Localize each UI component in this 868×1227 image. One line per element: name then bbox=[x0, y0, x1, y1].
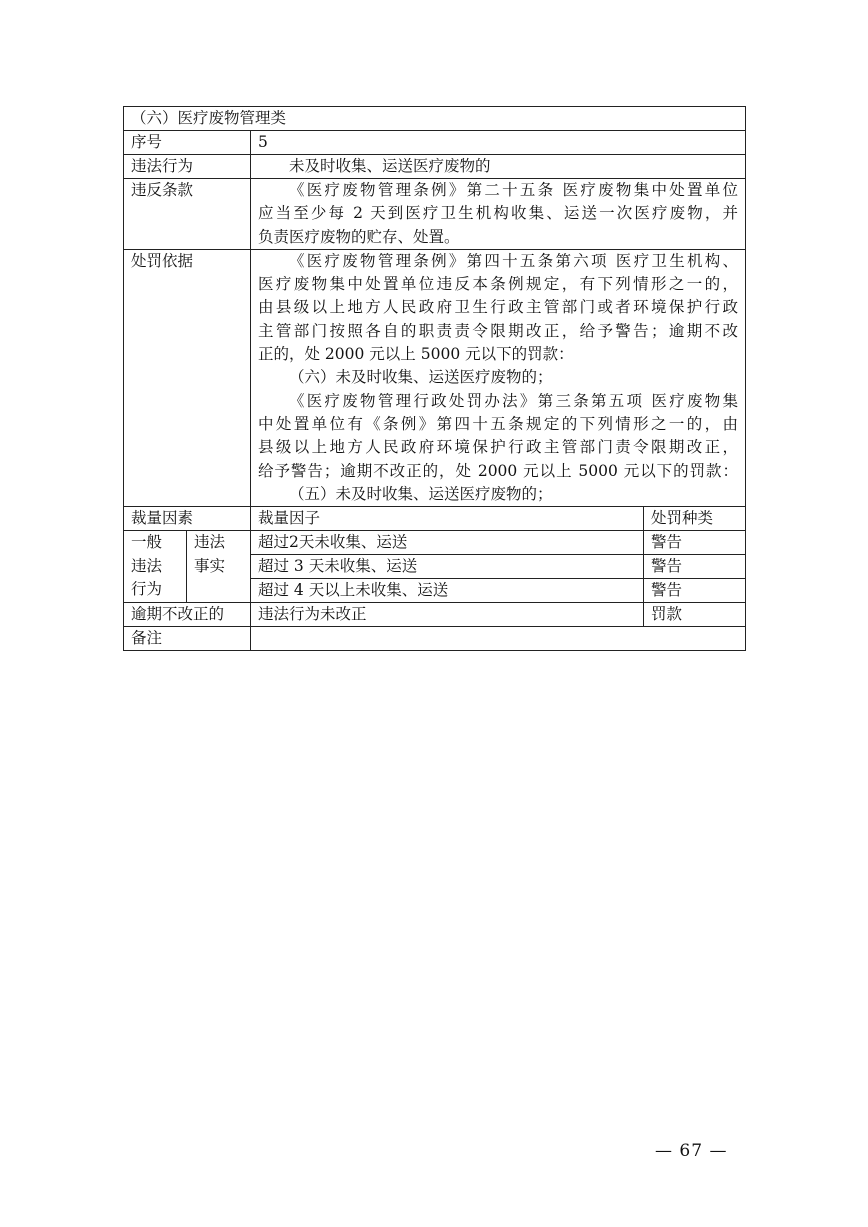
subfactor-header: 裁量因子 bbox=[251, 507, 644, 531]
serial-row bbox=[124, 131, 746, 155]
section-title: （六）医疗废物管理类 bbox=[124, 107, 746, 131]
basis-line: 《医疗废物管理条例》第四十五条第六项 医疗卫生机构、 bbox=[289, 251, 739, 270]
violation-fact-label bbox=[187, 531, 251, 603]
discretion-penalty: 警告 bbox=[644, 579, 746, 603]
label-line: 行为 bbox=[131, 580, 163, 599]
label-line: 违法 bbox=[194, 533, 226, 552]
basis-line: 由县级以上地方人民政府卫生行政主管部门或者环境保护行政 bbox=[258, 298, 739, 317]
basis-label: 处罚依据 bbox=[124, 249, 251, 506]
basis-line: 县级以上地方人民政府环境保护行政主管部门责令限期改正， bbox=[258, 438, 739, 457]
discretion-factor: 超过2天未收集、运送 bbox=[251, 531, 644, 555]
discretion-penalty: 警告 bbox=[644, 531, 746, 555]
provision-line: 负责医疗废物的贮存、处置。 bbox=[258, 227, 460, 246]
remark-label: 备注 bbox=[124, 627, 251, 651]
basis-text bbox=[251, 249, 746, 506]
label-line: 一般 bbox=[131, 533, 163, 552]
overdue-penalty: 罚款 bbox=[644, 603, 746, 627]
remark-row bbox=[124, 627, 746, 651]
violation-row bbox=[124, 155, 746, 179]
basis-line: 医疗废物集中处置单位违反本条例规定，有下列情形之一的， bbox=[258, 275, 739, 294]
general-violation-label bbox=[124, 531, 187, 603]
overdue-factor: 违法行为未改正 bbox=[251, 603, 644, 627]
violation-label: 违法行为 bbox=[124, 155, 251, 179]
violation-value: 未及时收集、运送医疗废物的 bbox=[289, 157, 491, 175]
basis-row bbox=[124, 249, 746, 506]
provision-label: 违反条款 bbox=[124, 179, 251, 250]
provision-line: 《医疗废物管理条例》第二十五条 医疗废物集中处置单位 bbox=[289, 181, 739, 199]
serial-value: 5 bbox=[251, 131, 746, 155]
discretion-header-row bbox=[124, 507, 746, 531]
basis-line: 主管部门按照各自的职责责令限期改正，给予警告；逾期不改 bbox=[258, 321, 739, 340]
remark-value bbox=[251, 627, 746, 651]
label-line: 事实 bbox=[194, 556, 226, 575]
serial-label: 序号 bbox=[124, 131, 251, 155]
basis-line: 给予警告；逾期不改正的，处 2000 元以上 5000 元以下的罚款： bbox=[258, 461, 739, 480]
discretion-factor: 超过 4 天以上未收集、运送 bbox=[251, 579, 644, 603]
discretion-penalty: 警告 bbox=[644, 555, 746, 579]
factor-header: 裁量因素 bbox=[124, 507, 251, 531]
provision-row bbox=[124, 179, 746, 250]
overdue-row bbox=[124, 603, 746, 627]
provision-line: 应当至少每 2 天到医疗卫生机构收集、运送一次医疗废物，并 bbox=[258, 204, 739, 223]
basis-line: 中处置单位有《条例》第四十五条规定的下列情形之一的，由 bbox=[258, 414, 739, 433]
basis-line: （五）未及时收集、运送医疗废物的； bbox=[289, 484, 553, 503]
label-line: 违法 bbox=[131, 556, 163, 575]
basis-line: 《医疗废物管理行政处罚办法》第三条第五项 医疗废物集 bbox=[289, 391, 739, 410]
provision-text bbox=[251, 179, 746, 250]
penalty-table bbox=[123, 106, 746, 651]
section-title-row bbox=[124, 107, 746, 131]
page-number: — 67 — bbox=[655, 1141, 728, 1161]
discretion-row bbox=[124, 531, 746, 555]
basis-line: （六）未及时收集、运送医疗废物的； bbox=[289, 368, 553, 387]
overdue-label: 逾期不改正的 bbox=[124, 603, 251, 627]
discretion-factor: 超过 3 天未收集、运送 bbox=[251, 555, 644, 579]
penalty-header: 处罚种类 bbox=[644, 507, 746, 531]
basis-line: 正的，处 2000 元以上 5000 元以下的罚款： bbox=[258, 345, 574, 364]
